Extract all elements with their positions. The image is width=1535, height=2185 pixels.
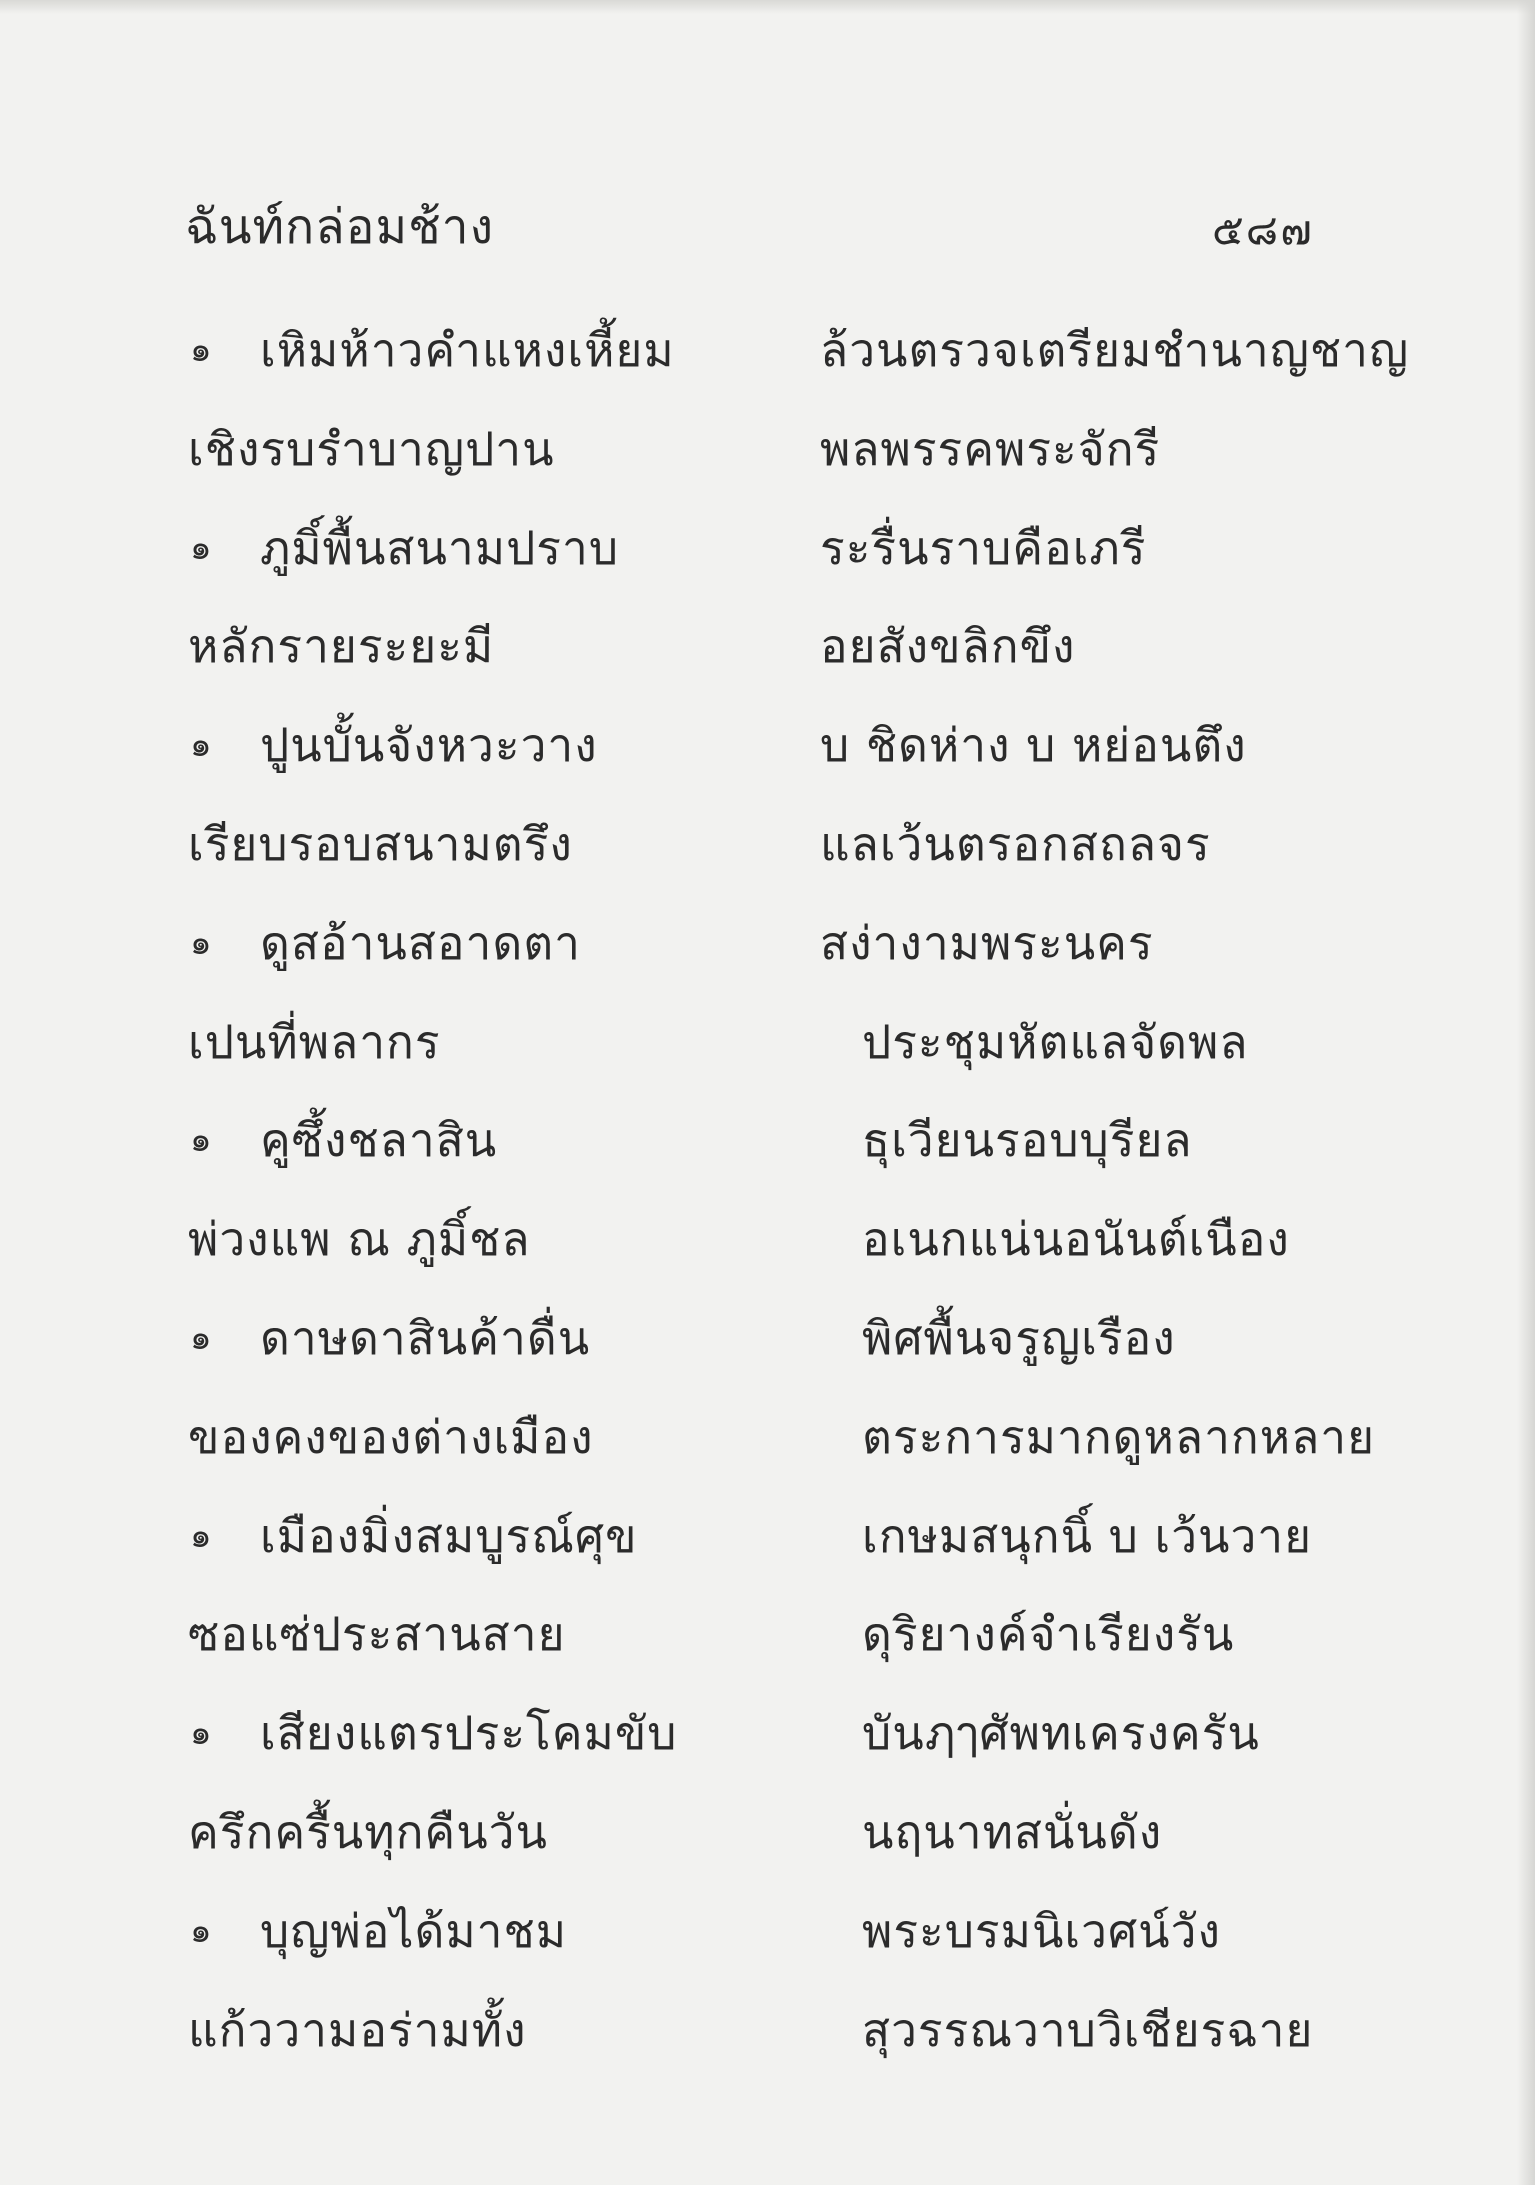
verse-line-left: บุญพ่อได้มาชม: [260, 1903, 568, 1958]
verse-line-right: สง่างามพระนคร: [820, 915, 1154, 970]
verse-line-right: ล้วนตรวจเตรียมชำนาญชาญ: [820, 323, 1410, 377]
verse-line-left: แก้ววามอร่ามทั้ง: [188, 2002, 527, 2057]
verse-line-right: ตระการมากดูหลากหลาย: [862, 1409, 1376, 1464]
verse-line-right: นฤนาทสนั่นดัง: [862, 1805, 1163, 1859]
verse-line-right: พลพรรคพระจักรี: [820, 421, 1161, 476]
verse-line-left: เปนที่พลากร: [188, 1014, 441, 1069]
stanza-marker: ๑: [190, 1120, 212, 1161]
verse-line-right: พิศพื้นจรูญเรือง: [862, 1311, 1176, 1365]
verse-line-right: อยสังขลิกขึง: [820, 619, 1076, 674]
verse-line-right: พระบรมนิเวศน์วัง: [862, 1903, 1221, 1958]
stanza-marker: ๑: [190, 527, 212, 568]
stanza-marker: ๑: [190, 1515, 212, 1556]
verse-line-right: ระรื่นราบคือเภรี: [820, 520, 1147, 575]
verse-line-left: เรียบรอบสนามตรึง: [188, 817, 573, 871]
stanza-marker: ๑: [190, 725, 212, 766]
verse-line-right: บันฦๅศัพทเครงครัน: [862, 1706, 1260, 1761]
verse-line-left: ครึกครื้นทุกคืนวัน: [188, 1805, 548, 1859]
verse-line-left: ดูสอ้านสอาดตา: [260, 915, 581, 970]
verse-line-left: หลักรายระยะมี: [188, 619, 495, 674]
stanza-marker: ๑: [190, 1713, 212, 1754]
verse-line-left: ดาษดาสินค้าดื่น: [260, 1311, 591, 1365]
verse-line-left: ปูนบั้นจังหวะวาง: [260, 718, 598, 773]
verse-line-left: พ่วงแพ ณ ภูมิ์ชล: [188, 1212, 531, 1267]
verse-line-right: บ ชิดห่าง บ หย่อนตึง: [820, 718, 1247, 773]
verse-line-left: เมืองมิ่งสมบูรณ์ศุข: [260, 1508, 638, 1563]
verse-line-right: ธุเวียนรอบบุรียล: [862, 1113, 1193, 1168]
verse-line-right: สุวรรณวาบวิเชียรฉาย: [862, 2002, 1314, 2057]
page-header-title: ฉันท์กล่อมช้าง: [185, 199, 495, 255]
verse-line-right: ประชุมหัตแลจัดพล: [862, 1014, 1249, 1069]
verse-line-left: เหิมห้าวคำแหงเหี้ยม: [260, 323, 675, 377]
verse-line-right: เกษมสนุกนิ์ บ เว้นวาย: [862, 1508, 1313, 1563]
stanza-marker: ๑: [190, 330, 212, 370]
stanza-marker: ๑: [190, 1910, 212, 1951]
verse-line-left: คูซึ้งชลาสิน: [260, 1113, 498, 1168]
verse-line-right: ดุริยางค์จำเรียงรัน: [862, 1607, 1235, 1662]
verse-line-left: ภูมิ์พื้นสนามปราบ: [260, 520, 620, 575]
page-number: ๕๘๗: [1212, 205, 1314, 254]
verse-line-left: ซอแซ่ประสานสาย: [188, 1607, 566, 1662]
verse-line-right: อเนกแน่นอนันต์เนือง: [862, 1212, 1290, 1267]
verse-line-right: แลเว้นตรอกสถลจร: [820, 817, 1211, 871]
verse-line-left: เสียงแตรประโคมขับ: [260, 1706, 678, 1761]
stanza-marker: ๑: [190, 1318, 212, 1358]
verse-line-left: เชิงรบรำบาญปาน: [188, 421, 555, 476]
stanza-marker: ๑: [190, 922, 212, 963]
verse-line-left: ของคงของต่างเมือง: [188, 1409, 594, 1464]
